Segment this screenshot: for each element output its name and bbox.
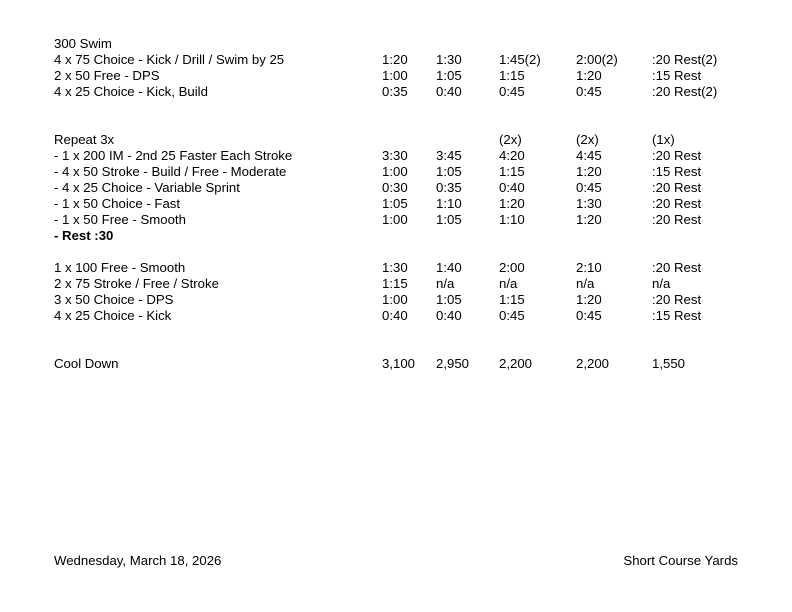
interval-col-1: 1:00 — [382, 164, 408, 179]
interval-col-2: 1:30 — [436, 52, 462, 67]
total-yards-col-1: 3,100 — [382, 356, 416, 371]
interval-col-4: n/a — [576, 276, 595, 291]
interval-col-4: 1:20 — [576, 164, 602, 179]
footer-course: Short Course Yards — [623, 553, 738, 568]
interval-col-2: 1:40 — [436, 260, 462, 275]
set-description: 2 x 50 Free - DPS — [54, 68, 160, 83]
set-description: - 4 x 50 Stroke - Build / Free - Moderate — [54, 164, 287, 179]
interval-col-3: 0:40 — [499, 180, 525, 195]
interval-col-1: 1:00 — [382, 68, 408, 83]
interval-col-4: 1:20 — [576, 212, 602, 227]
interval-col-3: 2:00 — [499, 260, 525, 275]
set-description: 2 x 75 Stroke / Free / Stroke — [54, 276, 219, 291]
interval-col-4: 2:10 — [576, 260, 602, 275]
set-description: - 1 x 50 Choice - Fast — [54, 196, 181, 211]
interval-col-2: 3:45 — [436, 148, 462, 163]
interval-col-4: 1:30 — [576, 196, 602, 211]
interval-col-2: 0:35 — [436, 180, 462, 195]
interval-col-5: n/a — [652, 276, 671, 291]
set-description: - 1 x 50 Free - Smooth — [54, 212, 186, 227]
set-description: 1 x 100 Free - Smooth — [54, 260, 186, 275]
interval-col-2: 1:05 — [436, 68, 462, 83]
repeat-count-col-5: (1x) — [652, 132, 675, 147]
interval-col-5: :20 Rest — [652, 196, 702, 211]
interval-col-5: :20 Rest(2) — [652, 52, 718, 67]
interval-col-2: 0:40 — [436, 84, 462, 99]
interval-col-3: 1:15 — [499, 164, 525, 179]
interval-col-3: 1:15 — [499, 68, 525, 83]
set-description: - 1 x 200 IM - 2nd 25 Faster Each Stroke — [54, 148, 293, 163]
interval-col-5: :20 Rest — [652, 180, 702, 195]
total-yards-col-5: 1,550 — [652, 356, 686, 371]
interval-col-1: 0:30 — [382, 180, 408, 195]
repeat-count-col-4: (2x) — [576, 132, 599, 147]
set-description: 4 x 25 Choice - Kick, Build — [54, 84, 208, 99]
interval-col-2: 0:40 — [436, 308, 462, 323]
interval-col-3: 1:15 — [499, 292, 525, 307]
interval-col-5: :20 Rest — [652, 212, 702, 227]
interval-col-4: 2:00(2) — [576, 52, 618, 67]
interval-col-1: 1:15 — [382, 276, 408, 291]
interval-col-3: 1:20 — [499, 196, 525, 211]
interval-col-2: 1:05 — [436, 212, 462, 227]
interval-col-3: 0:45 — [499, 308, 525, 323]
rest-line: - Rest :30 — [54, 228, 114, 243]
interval-col-1: 1:30 — [382, 260, 408, 275]
interval-col-1: 0:35 — [382, 84, 408, 99]
interval-col-4: 1:20 — [576, 292, 602, 307]
set-description: 4 x 25 Choice - Kick — [54, 308, 172, 323]
interval-col-2: n/a — [436, 276, 455, 291]
total-yards-col-3: 2,200 — [499, 356, 533, 371]
interval-col-3: n/a — [499, 276, 518, 291]
interval-col-1: 1:00 — [382, 212, 408, 227]
interval-col-5: :15 Rest — [652, 68, 702, 83]
interval-col-5: :20 Rest — [652, 260, 702, 275]
total-yards-col-4: 2,200 — [576, 356, 610, 371]
interval-col-4: 1:20 — [576, 68, 602, 83]
set-description: 4 x 75 Choice - Kick / Drill / Swim by 25 — [54, 52, 285, 67]
interval-col-1: 1:00 — [382, 292, 408, 307]
interval-col-3: 1:10 — [499, 212, 525, 227]
interval-col-4: 0:45 — [576, 84, 602, 99]
interval-col-5: :15 Rest — [652, 308, 702, 323]
interval-col-5: :20 Rest — [652, 148, 702, 163]
total-yards-col-2: 2,950 — [436, 356, 470, 371]
footer-date: Wednesday, March 18, 2026 — [54, 553, 222, 568]
interval-col-2: 1:05 — [436, 164, 462, 179]
interval-col-1: 3:30 — [382, 148, 408, 163]
interval-col-4: 0:45 — [576, 308, 602, 323]
interval-col-5: :20 Rest(2) — [652, 84, 718, 99]
interval-col-4: 4:45 — [576, 148, 602, 163]
interval-col-2: 1:10 — [436, 196, 462, 211]
set-description: - 4 x 25 Choice - Variable Sprint — [54, 180, 240, 195]
interval-col-3: 0:45 — [499, 84, 525, 99]
interval-col-3: 4:20 — [499, 148, 525, 163]
main-set-heading: Repeat 3x — [54, 132, 115, 147]
interval-col-5: :15 Rest — [652, 164, 702, 179]
repeat-count-col-3: (2x) — [499, 132, 522, 147]
interval-col-2: 1:05 — [436, 292, 462, 307]
warmup-heading: 300 Swim — [54, 36, 112, 51]
interval-col-3: 1:45(2) — [499, 52, 541, 67]
interval-col-1: 1:05 — [382, 196, 408, 211]
cooldown-label: Cool Down — [54, 356, 119, 371]
interval-col-4: 0:45 — [576, 180, 602, 195]
set-description: 3 x 50 Choice - DPS — [54, 292, 174, 307]
interval-col-1: 0:40 — [382, 308, 408, 323]
interval-col-5: :20 Rest — [652, 292, 702, 307]
interval-col-1: 1:20 — [382, 52, 408, 67]
